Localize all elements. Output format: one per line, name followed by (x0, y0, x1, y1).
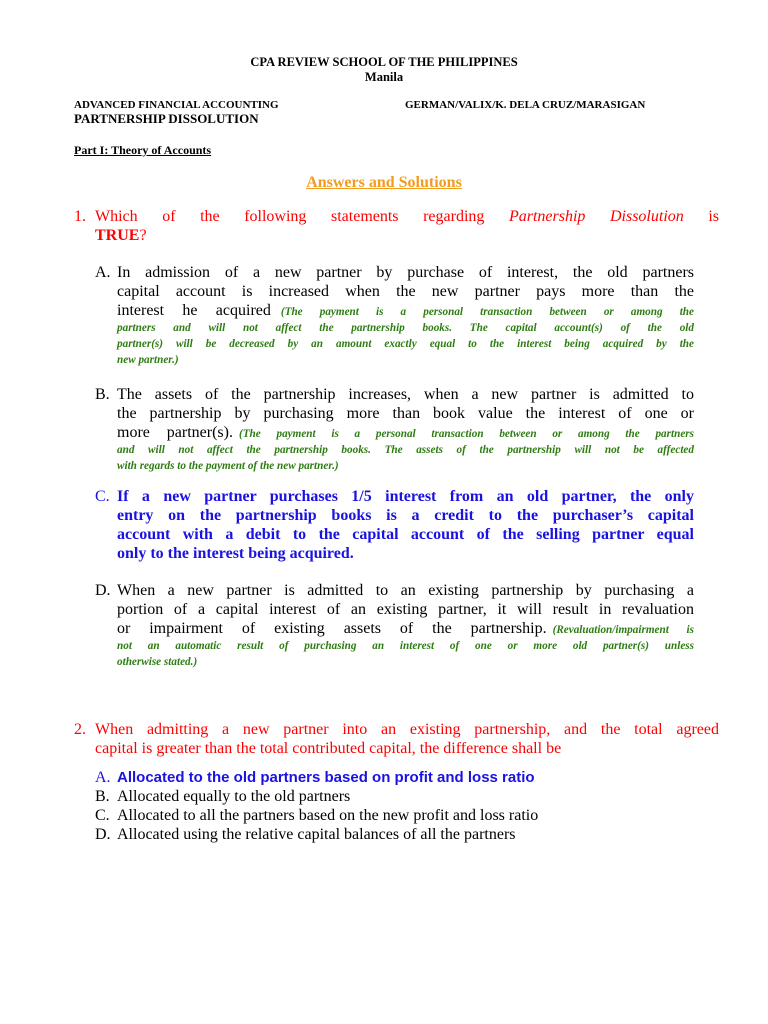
school-city: Manila (364, 70, 404, 84)
authors-line: GERMAN/VALIX/K. DELA CRUZ/MARASIGAN (405, 99, 646, 111)
option-letter: D. (95, 582, 111, 599)
document-page: CPA REVIEW SCHOOL OF THE PHILIPPINES Manila ADVANCED FINANCIAL ACCOUNTING GERMAN/VALIX/K. DELA CRUZ/MARASIGAN PARTNERSHIP DISSOLUTION Part I: Theory of Accounts Answers and Solutions 1. Which of the following statements regarding Partnership Dissolution is TRUE? A. In admission of a new partner by purchase of interest, the old partners capital account is increased when the new partner pays more than the interest he acquired (The payment is a personal transaction between or among the partners and will not affect the partnership books. The capital account(s) of the old partner(s) will be decreased by an amount exactly equal to the interest being acquired by the new partner.) B. The assets of the partnership increases, when a new partner is admitted to the partnership by purchasing more than book value the interest of one or more partner(s). (The payment is a personal transaction between or among the partners and will not affect the partnership books. The assets of the partnership will not be affected with regards to the payment of the new partner.) C. If a new partner purchases 1/5 interest from an old partner, the only entry on the partnership books is a credit to the purchaser’s capital account with a debit to the capital account of the selling partner equal only to the interest being acquired. D. When a new partner is admitted to an existing partnership by purchasing a portion of a capital interest of an existing partner, it will result in revaluation or impairment of existing assets of the partnership. (Revaluation/impairment is not an automatic result of purchasing an interest of one or more old partner(s) unless otherwise stated.) 2. When admitting a new partner into an existing partnership, and the total agreed capital is greater than the total contributed capital, the difference shall be A. Allocated to the old partners based on profit and loss ratio B. Allocated equally to the old partners C. Allocated to all the partners based on the new profit and loss ratio D. Allocated using the relative capital balances of all the partners (0, 0, 768, 1024)
question-text: When admitting a new partner into an existing partnership, and the total agreed capital is greater than the total contributed capital, the difference shall be (95, 721, 719, 757)
option-text: The assets of the partnership increases, when a new partner is admitted to the partnership by purchasing more than book value the interest of one or more partner(s). (The payment is a personal transaction between or among the partners and will not affect the partnership books. The assets of the partnership will not be affected with regards to the payment of the new partner.) (117, 386, 694, 472)
option-letter: B. (95, 386, 110, 403)
option-letter: A. (95, 264, 111, 281)
option-text: When a new partner is admitted to an existing partnership by purchasing a portion of a capital interest of an existing partner, it will result in revaluation or impairment of existing assets of the partnership. (Revaluation/impairment is not an automatic result of purchasing an interest of one or more old partner(s) unless otherwise stated.) (117, 582, 694, 668)
section-title: Answers and Solutions (306, 174, 462, 191)
option-text: In admission of a new partner by purchase of interest, the old partners capital account is increased when the new partner pays more than the interest he acquired (The payment is a personal transaction between or among the partners and will not affect the partnership books. The capital account(s) of the old partner(s) will be decreased by an amount exactly equal to the interest being acquired by the new partner.) (117, 264, 694, 366)
question-text: Which of the following statements regarding Partnership Dissolution is TRUE? (95, 208, 719, 244)
school-name: CPA REVIEW SCHOOL OF THE PHILIPPINES (250, 55, 518, 69)
question-number: 1. (74, 208, 86, 225)
part-heading: Part I: Theory of Accounts (74, 143, 212, 157)
topic-title: PARTNERSHIP DISSOLUTION (74, 111, 259, 126)
option-text: If a new partner purchases 1/5 interest from an old partner, the only entry on the partnership books is a credit to the purchaser’s capital account with a debit to the capital account of the selling partner equal only to the interest being acquired. (117, 488, 694, 562)
subject-title: ADVANCED FINANCIAL ACCOUNTING (74, 99, 279, 111)
question-number: 2. (74, 721, 86, 738)
option-letter: C. (95, 488, 110, 505)
